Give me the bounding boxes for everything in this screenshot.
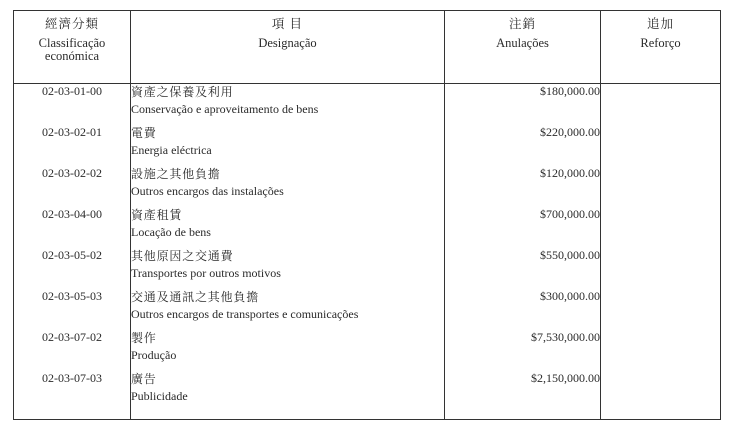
- row-reforco-amount: [601, 248, 721, 289]
- row-designation-pt: Produção: [131, 348, 177, 362]
- header-reforco: [601, 11, 721, 84]
- table-row: [14, 289, 721, 330]
- table-filler-row: [14, 412, 721, 420]
- row-reforco-amount: [601, 371, 721, 412]
- row-designation: [131, 166, 445, 207]
- table-row: [14, 248, 721, 289]
- row-code: 02-03-05-03: [14, 289, 131, 330]
- row-code: 02-03-04-00: [14, 207, 131, 248]
- filler-cell: [601, 412, 721, 420]
- row-designation-pt: Locação de bens: [131, 225, 211, 239]
- row-designation-pt: Outros encargos das instalações: [131, 184, 284, 198]
- row-reforco-amount: [601, 125, 721, 166]
- row-anulacao-amount: $2,150,000.00: [445, 371, 601, 412]
- row-anulacao-amount: $180,000.00: [445, 84, 601, 126]
- row-reforco-amount: [601, 330, 721, 371]
- table-header-row: [14, 11, 721, 84]
- row-reforco-amount: [601, 289, 721, 330]
- row-reforco-amount: [601, 207, 721, 248]
- header-reforco-zh: 追加: [646, 17, 674, 31]
- row-designation: [131, 330, 445, 371]
- row-reforco-amount: [601, 84, 721, 126]
- header-anulacoes-pt: Anulações: [496, 36, 549, 50]
- header-designacao: [131, 11, 445, 84]
- row-anulacao-amount: $300,000.00: [445, 289, 601, 330]
- row-anulacao-amount: $700,000.00: [445, 207, 601, 248]
- row-code: 02-03-05-02: [14, 248, 131, 289]
- row-designation-zh: 其他原因之交通費: [131, 249, 234, 263]
- table-row: [14, 125, 721, 166]
- row-designation: [131, 125, 445, 166]
- row-designation-zh: 電費: [131, 126, 157, 140]
- row-designation-zh: 設施之其他負擔: [131, 167, 221, 181]
- table-row: [14, 207, 721, 248]
- row-designation-zh: 資產之保養及利用: [131, 85, 234, 99]
- row-designation: [131, 371, 445, 412]
- header-classificacao: [14, 11, 131, 84]
- header-classificacao-zh: 經濟分類: [44, 17, 99, 31]
- row-anulacao-amount: $550,000.00: [445, 248, 601, 289]
- row-designation-pt: Publicidade: [131, 389, 188, 403]
- row-designation: [131, 207, 445, 248]
- header-anulacoes-zh: 注銷: [508, 17, 536, 31]
- row-designation-pt: Transportes por outros motivos: [131, 266, 281, 280]
- row-designation-pt: Conservação e aproveitamento de bens: [131, 102, 319, 116]
- row-reforco-amount: [601, 166, 721, 207]
- header-designacao-pt: Designação: [258, 36, 317, 50]
- row-designation-pt: Energia eléctrica: [131, 143, 212, 157]
- row-designation-zh: 廣告: [131, 372, 157, 386]
- row-code: 02-03-02-01: [14, 125, 131, 166]
- header-reforco-pt: Reforço: [640, 36, 681, 50]
- filler-cell: [14, 412, 131, 420]
- table-row: [14, 330, 721, 371]
- row-designation-pt: Outros encargos de transportes e comunicações: [131, 307, 359, 321]
- row-anulacao-amount: $120,000.00: [445, 166, 601, 207]
- budget-table: [13, 10, 721, 420]
- row-anulacao-amount: $220,000.00: [445, 125, 601, 166]
- filler-cell: [131, 412, 445, 420]
- row-designation: [131, 289, 445, 330]
- row-code: 02-03-07-03: [14, 371, 131, 412]
- row-designation-zh: 資產租賃: [131, 208, 183, 222]
- header-designacao-zh: 項 目: [271, 17, 304, 31]
- row-designation: [131, 248, 445, 289]
- table-row: [14, 371, 721, 412]
- table-row: [14, 166, 721, 207]
- row-code: 02-03-02-02: [14, 166, 131, 207]
- row-code: 02-03-07-02: [14, 330, 131, 371]
- header-anulacoes: [445, 11, 601, 84]
- filler-cell: [445, 412, 601, 420]
- row-code: 02-03-01-00: [14, 84, 131, 126]
- row-designation-zh: 製作: [131, 331, 157, 345]
- row-designation-zh: 交通及通訊之其他負擔: [131, 290, 260, 304]
- header-classificacao-pt: Classificação económica: [38, 36, 106, 63]
- row-anulacao-amount: $7,530,000.00: [445, 330, 601, 371]
- table-row: [14, 84, 721, 126]
- row-designation: [131, 84, 445, 126]
